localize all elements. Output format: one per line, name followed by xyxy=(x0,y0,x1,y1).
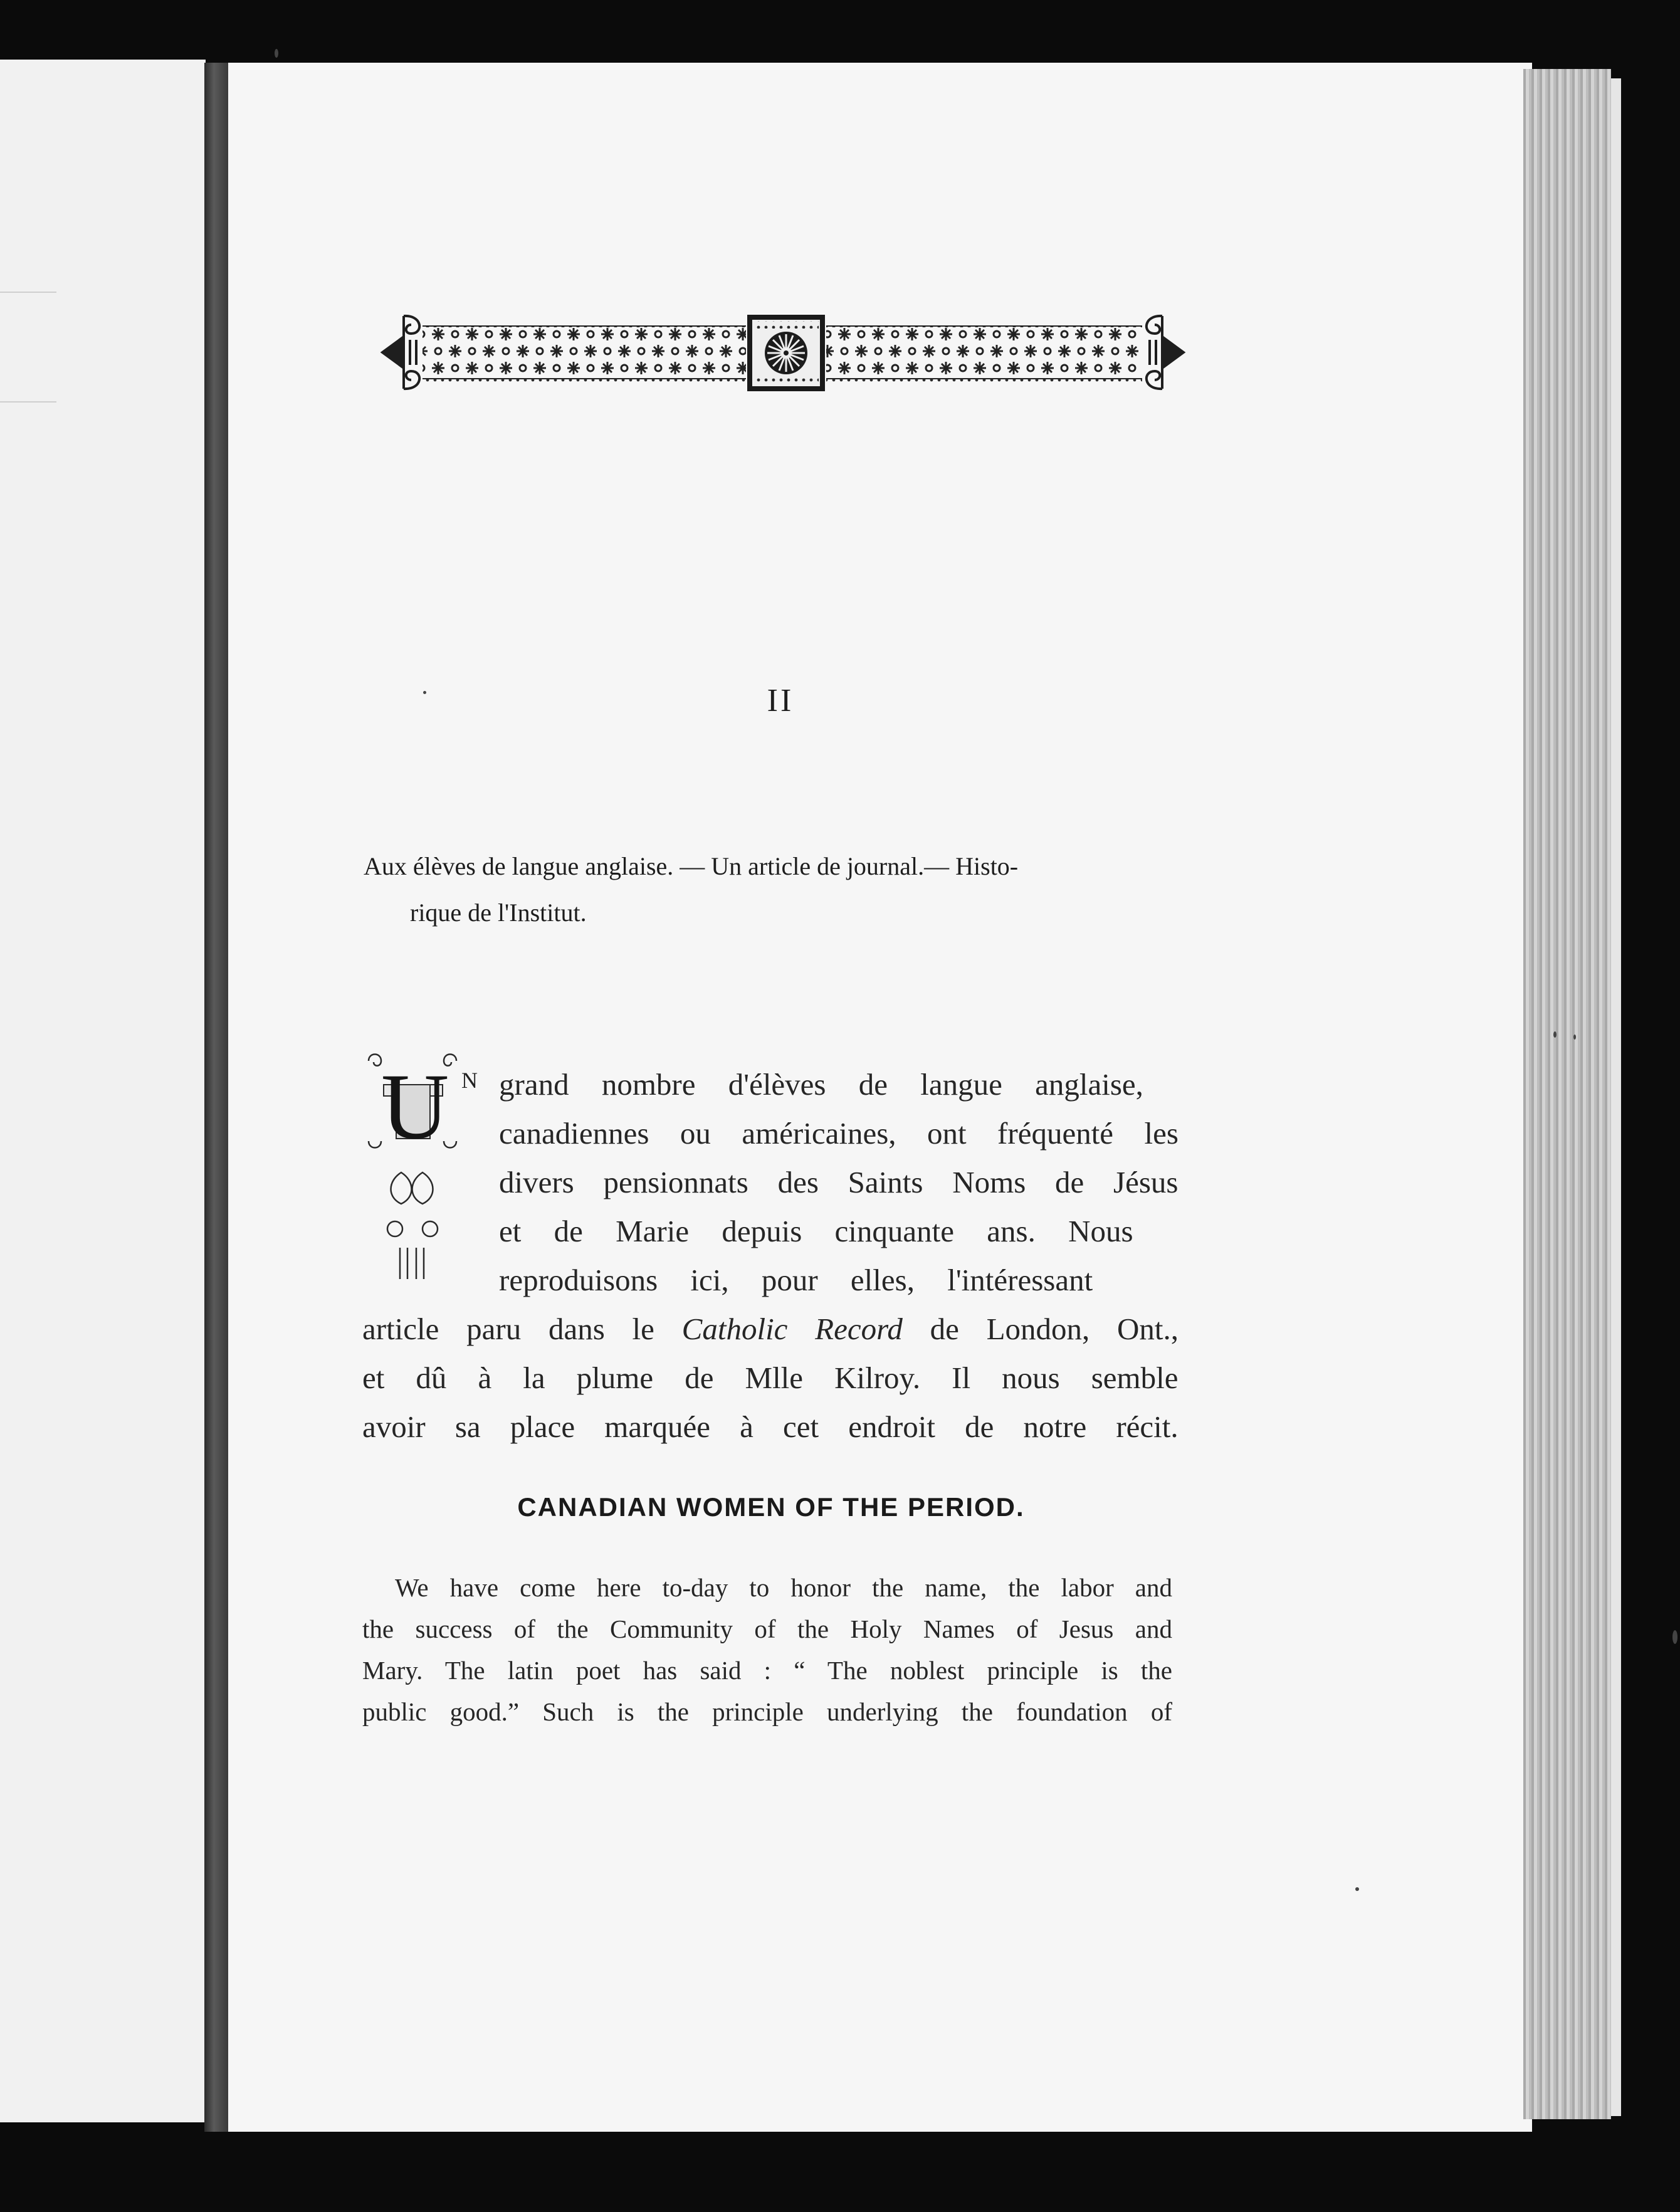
body-text: canadiennes ou américaines, ont fréquenté les xyxy=(499,1116,1179,1151)
drop-cap xyxy=(362,1047,478,1285)
page-edges xyxy=(1523,69,1611,2119)
body-text: et de Marie depuis cinquante ans. Nous xyxy=(499,1214,1133,1248)
body-text: et dû à la plume de Mlle Kilroy. Il nous semble xyxy=(362,1361,1179,1395)
scan-speck xyxy=(423,691,426,694)
english-text-line: We have come here to-day to honor the name, the labor and xyxy=(395,1573,1172,1602)
drop-cap-rest: N xyxy=(461,1068,478,1093)
scan-speck xyxy=(1672,1630,1677,1644)
body-text: divers pensionnats des Saints Noms de Jésus xyxy=(499,1165,1179,1199)
body-text-line xyxy=(499,1265,1093,1295)
ornament-left-scroll xyxy=(382,316,419,389)
previous-page xyxy=(0,60,206,2122)
scan-speck xyxy=(1573,1035,1576,1040)
body-text-line xyxy=(362,1314,1179,1344)
scan-speck xyxy=(1553,1031,1557,1038)
body-text-italic: Catholic Record xyxy=(681,1312,903,1346)
body-text: avoir sa place marquée à cet endroit de notre récit. xyxy=(362,1409,1179,1444)
body-text: grand nombre d'élèves de langue anglaise, xyxy=(499,1067,1143,1102)
english-text-line: public good.” Such is the principle underlying the foundation of xyxy=(362,1697,1172,1726)
body-text: de London, Ont., xyxy=(902,1312,1179,1346)
body-text-line xyxy=(499,1069,1143,1100)
body-text-line xyxy=(499,1118,1179,1149)
previous-page-rule xyxy=(0,292,56,293)
chapter-summary-line: Aux élèves de langue anglaise. — Un article de journal.— Histo- xyxy=(364,852,1019,880)
body-text-line xyxy=(362,1362,1179,1393)
body-text-line xyxy=(499,1216,1133,1246)
chapter-summary-line: rique de l'Institut. xyxy=(410,898,587,927)
scan-speck xyxy=(1355,1887,1359,1891)
previous-page-rule xyxy=(0,401,56,403)
ornament-right-scroll xyxy=(1147,316,1184,389)
chapter-number: II xyxy=(767,683,794,719)
body-text-line xyxy=(499,1167,1179,1198)
english-text-line: the success of the Community of the Holy Names of Jesus and xyxy=(362,1614,1172,1643)
article-heading: CANADIAN WOMEN OF THE PERIOD. xyxy=(517,1492,1025,1522)
book-gutter xyxy=(204,63,228,2132)
drop-cap-letter: U xyxy=(381,1055,449,1159)
body-text-line xyxy=(362,1411,1179,1442)
body-text: reproduisons ici, pour elles, l'intéressant xyxy=(499,1263,1093,1297)
decorative-headpiece xyxy=(379,308,1187,396)
ornament-rosette xyxy=(765,332,807,374)
page-edges-outer xyxy=(1611,78,1621,2116)
scan-speck xyxy=(275,49,278,58)
english-text-line: Mary. The latin poet has said : “ The noblest principle is the xyxy=(362,1656,1172,1685)
chapter-summary xyxy=(364,843,1179,936)
body-text: article paru dans le xyxy=(362,1312,682,1346)
